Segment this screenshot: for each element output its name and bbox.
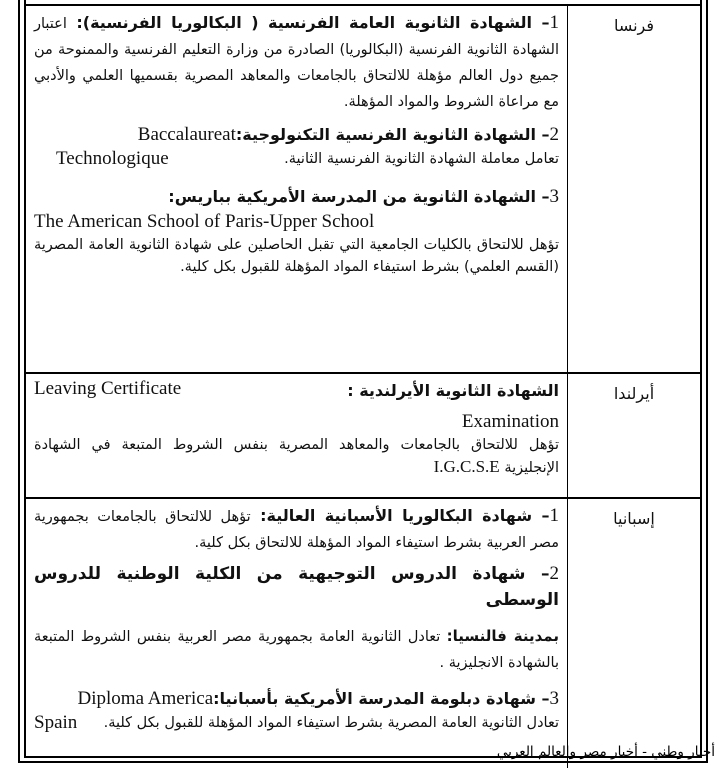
france-item-3-latin: The American School of Paris-Upper School	[34, 211, 375, 232]
equivalency-table	[26, 4, 700, 768]
table-row-spain	[26, 498, 700, 768]
table-inner-border	[24, 0, 702, 758]
spain-item-1-body: تؤهل للالتحاق بالجامعات بجمهورية مصر العربية بشرط استيفاء المواد المؤهلة للالتحاق بكل كلية.	[34, 509, 559, 551]
ireland-body: تؤهل للالتحاق بالجامعات والمعاهد المصرية بنفس الشروط المتبعة في الشهادة الإنجليزية I.G.C.S.E	[34, 437, 559, 476]
table-row-france	[26, 5, 700, 373]
spain-item-2-body: بمدينة فالنسيا: تعادل الثانوية العامة بجمهورية مصر العربية بنفس الشروط المتبعة بالشهادة الانجليزية .	[34, 627, 559, 671]
france-item-1-body: اعتبار الشهادة الثانوية الفرنسية (البكالوريا) الصادرة من وزارة التعليم الفرنسية والممنوحة من جميع دول العالم مؤهلة للالتحاق بالجامعات والمعاهد المصرية بقسميها العلمي والأدبي مع مراعاة الشروط والمواد المؤهلة.	[34, 16, 559, 110]
ireland-latin-2: Examination	[461, 411, 559, 432]
france-item-3-heading: 3– الشهادة الثانوية من المدرسة الأمريكية بباريس:	[168, 186, 559, 207]
country-cell-ireland: أيرلندا	[568, 373, 701, 498]
source-watermark: أخبار وطني - أخبار مصر والعالم العربي	[496, 744, 715, 760]
content-cell-spain	[26, 498, 568, 768]
country-cell-france: فرنسا	[568, 5, 701, 373]
france-item-3-body: تؤهل للالتحاق بالكليات الجامعية التي تقبل الحاصلين على شهادة الثانوية العامة المصرية (القسم العلمي) بشرط استيفاء المواد المؤهلة للقبول بكل كلية.	[34, 237, 559, 275]
france-item-2-latin-1: Baccalaureat	[137, 124, 236, 145]
spain-item-2-heading: 2– شهادة الدروس التوجيهية من الكلية الوطنية للدروس الوسطى	[34, 563, 559, 610]
spain-item-3-latin-1: Diploma America	[77, 688, 214, 709]
ireland-body-suffix: I.G.C.S.E	[433, 457, 500, 476]
france-item-2-heading: 2– الشهادة الثانوية الفرنسية التكنولوجية:Baccalaureat	[137, 124, 559, 145]
table-row-ireland	[26, 373, 700, 498]
table-outer-border	[18, 0, 708, 763]
spain-item-3-heading: 3– شهادة دبلومة المدرسة الأمريكية بأسبانيا:Diploma America	[77, 688, 559, 709]
france-item-2-body-line: تعامل معاملة الشهادة الثانوية الفرنسية الثانية. Technologique	[56, 148, 559, 169]
spain-item-3-body: تعادل الثانوية العامة المصرية بشرط استيفاء المواد المؤهلة للقبول بكل كلية. Spain	[34, 712, 559, 733]
country-cell-spain: إسبانيا	[568, 498, 701, 768]
spain-item-3-latin-2: Spain	[34, 712, 78, 733]
spain-item-2-heading-cont: بمدينة فالنسيا:	[446, 627, 559, 645]
content-cell-france	[26, 5, 568, 373]
ireland-heading-line	[34, 378, 559, 404]
content-cell-ireland	[26, 373, 568, 498]
ireland-heading: الشهادة الثانوية الأيرلندية :	[347, 381, 559, 400]
spain-item-1-heading: 1– شهادة البكالوريا الأسبانية العالية: تؤهل للالتحاق بالجامعات بجمهورية مصر العربية بشرط استيفاء المواد المؤهلة للالتحاق بكل كلية.	[34, 505, 559, 551]
france-item-2-latin-2: Technologique	[56, 148, 169, 169]
ireland-latin-1: Leaving Certificate	[34, 378, 182, 399]
france-item-1-heading: 1– الشهادة الثانوية العامة الفرنسية ( البكالوريا الفرنسية): اعتبار الشهادة الثانوية الفرنسية (البكالوريا) الصادرة من وزارة التعليم الفرنسية والممنوحة من جميع دول العالم مؤهلة للالتحاق بالجامعات والمعاهد المصرية بقسميها العلمي والأدبي مع مراعاة الشروط والمواد المؤهلة.	[34, 12, 559, 110]
